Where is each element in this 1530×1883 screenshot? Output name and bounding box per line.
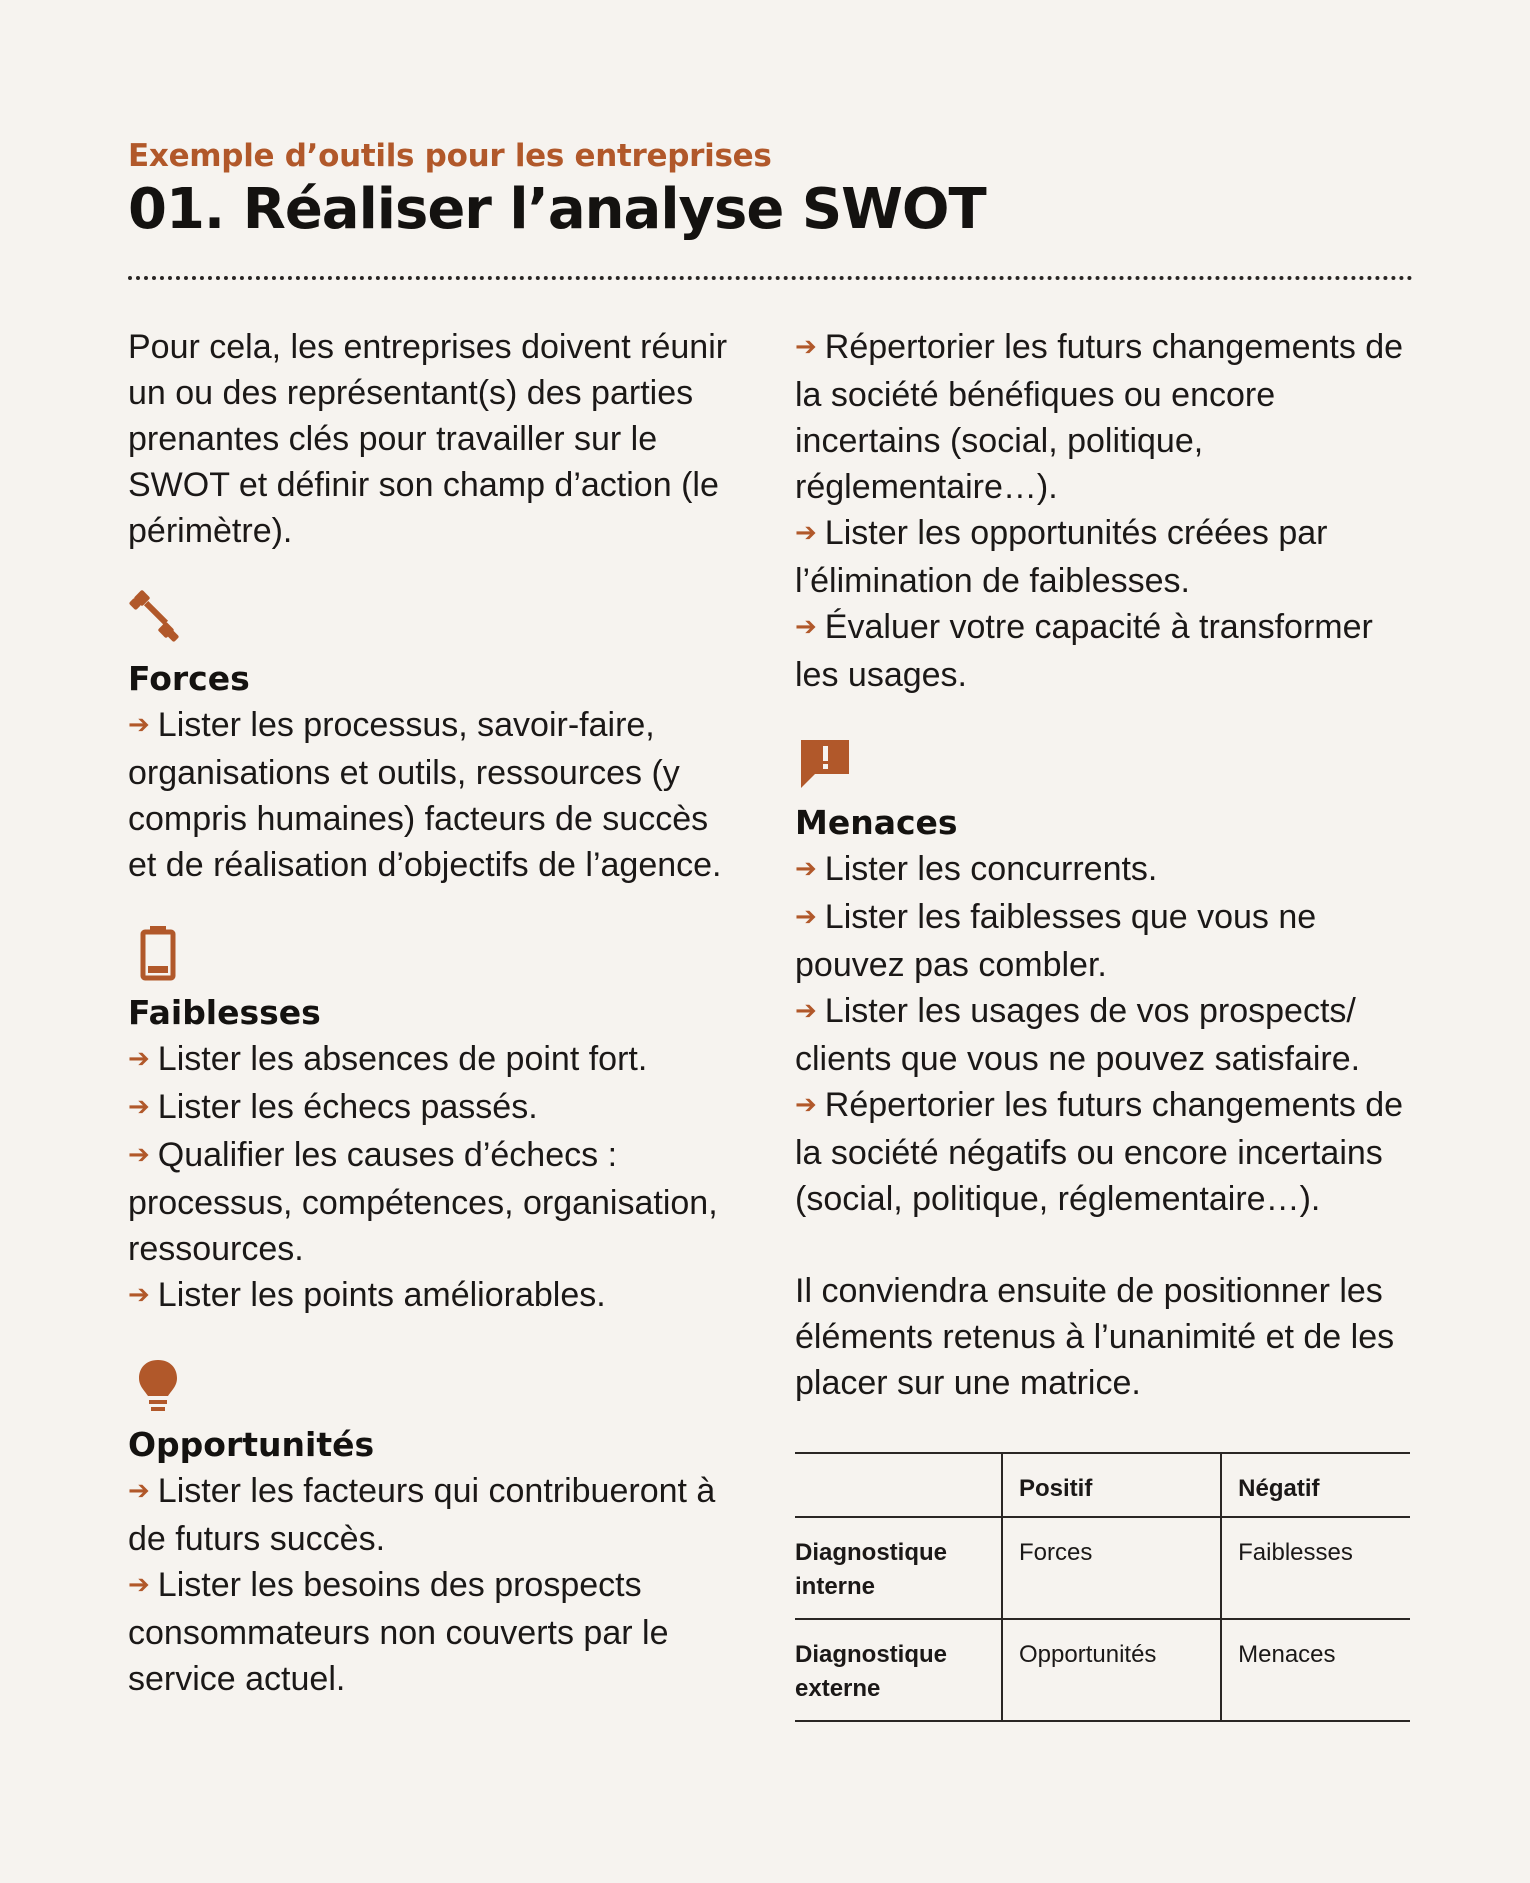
matrix-row-label: Diagnostique interne — [795, 1539, 948, 1600]
arrow-right-icon: ➔ — [128, 1091, 150, 1121]
list-item: ➔ Lister les facteurs qui contribueront à de futurs succès. — [128, 1472, 716, 1558]
conclusion-paragraph: Il conviendra ensuite de positionner les éléments retenus à l’unanimité et de les placer sur une matrice. — [795, 1272, 1395, 1402]
header — [128, 138, 1413, 242]
page-title: 01. Réaliser l’analyse SWOT — [128, 177, 986, 242]
right-column — [795, 324, 1415, 1722]
matrix-header-negatif: Négatif — [1221, 1453, 1410, 1517]
table-row — [795, 1619, 1410, 1721]
section-opportunites — [128, 1356, 738, 1702]
swot-matrix — [795, 1452, 1410, 1722]
list-forces — [128, 702, 738, 888]
section-faiblesses — [128, 924, 738, 1320]
section-title-menaces: Menaces — [795, 803, 958, 842]
section-title-opportunites: Opportunités — [128, 1425, 375, 1464]
section-title-faiblesses: Faiblesses — [128, 993, 321, 1032]
arrow-right-icon: ➔ — [128, 1569, 150, 1599]
matrix-header-positif: Positif — [1002, 1453, 1221, 1517]
list-item: ➔ Lister les échecs passés. — [128, 1088, 538, 1126]
section-menaces — [795, 734, 1415, 1222]
matrix-header-row — [795, 1453, 1410, 1517]
arrow-right-icon: ➔ — [795, 853, 817, 883]
lightbulb-icon — [128, 1356, 188, 1416]
matrix-header-empty — [795, 1453, 1002, 1517]
list-opportunites-right — [795, 324, 1415, 698]
low-battery-icon — [128, 924, 188, 984]
arrow-right-icon: ➔ — [128, 1139, 150, 1169]
list-item: ➔ Lister les concurrents. — [795, 850, 1158, 888]
table-row — [795, 1517, 1410, 1619]
matrix-cell: Faiblesses — [1221, 1517, 1410, 1619]
list-item: ➔ Lister les points améliorables. — [128, 1276, 606, 1314]
arrow-right-icon: ➔ — [128, 1279, 150, 1309]
section-title-forces: Forces — [128, 659, 250, 698]
arrow-right-icon: ➔ — [795, 1089, 817, 1119]
left-column — [128, 324, 738, 1702]
list-faiblesses — [128, 1036, 738, 1320]
list-menaces — [795, 846, 1415, 1222]
section-forces — [128, 590, 738, 888]
list-item: ➔ Lister les besoins des prospects consommateurs non couverts par le service actuel. — [128, 1566, 669, 1698]
arrow-right-icon: ➔ — [795, 517, 817, 547]
arrow-right-icon: ➔ — [795, 331, 817, 361]
arrow-right-icon: ➔ — [128, 709, 150, 739]
matrix-cell: Forces — [1002, 1517, 1221, 1619]
list-item: ➔ Répertorier les futurs changements de la société bénéfiques ou encore incertains (social, politique, réglementaire…). — [795, 328, 1404, 506]
list-item: ➔ Lister les absences de point fort. — [128, 1040, 648, 1078]
arrow-right-icon: ➔ — [795, 995, 817, 1025]
matrix-cell: Menaces — [1221, 1619, 1410, 1721]
intro-paragraph: Pour cela, les entreprises doivent réunir un ou des représentant(s) des parties prenantes clés pour travailler sur le SWOT et définir son champ d’action (le périmètre). — [128, 328, 728, 550]
arrow-right-icon: ➔ — [795, 901, 817, 931]
list-item: ➔ Lister les opportunités créées par l’élimination de faiblesses. — [795, 514, 1328, 600]
list-item: ➔ Répertorier les futurs changements de la société négatifs ou encore incertains (social, politique, réglementaire…). — [795, 1086, 1404, 1218]
matrix-row-label: Diagnostique externe — [795, 1641, 948, 1702]
list-item: ➔ Lister les processus, savoir-faire, organisations et outils, ressources (y compris humaines) facteurs de succès et de réalisation d’objectifs de l’agence. — [128, 706, 722, 884]
alert-message-icon — [795, 734, 855, 794]
arrow-right-icon: ➔ — [128, 1475, 150, 1505]
arrow-right-icon: ➔ — [128, 1043, 150, 1073]
eyebrow: Exemple d’outils pour les entreprises — [128, 138, 772, 174]
list-item: ➔ Qualifier les causes d’échecs : processus, compétences, organisation, ressources. — [128, 1136, 718, 1268]
matrix-cell: Opportunités — [1002, 1619, 1221, 1721]
list-item: ➔ Lister les faiblesses que vous ne pouvez pas combler. — [795, 898, 1317, 984]
list-opportunites-left — [128, 1468, 738, 1702]
list-item: ➔ Évaluer votre capacité à transformer les usages. — [795, 608, 1373, 694]
arrow-right-icon: ➔ — [795, 611, 817, 641]
dumbbell-icon — [128, 590, 188, 650]
dotted-divider — [128, 276, 1413, 280]
list-item: ➔ Lister les usages de vos prospects/ clients que vous ne pouvez satisfaire. — [795, 992, 1361, 1078]
